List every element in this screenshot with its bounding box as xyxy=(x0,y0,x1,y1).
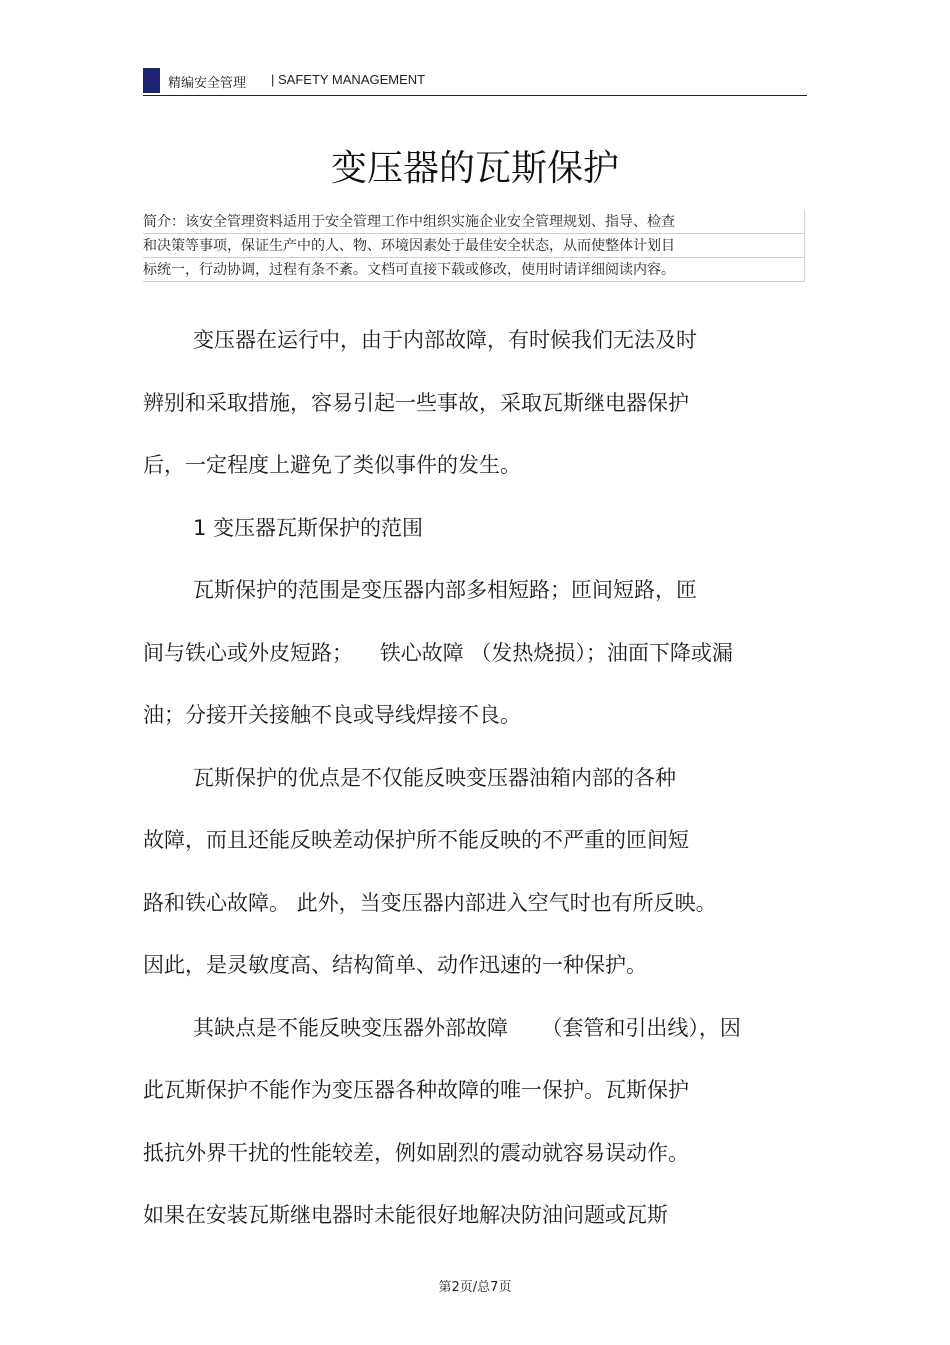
body-line: 如果在安装瓦斯继电器时未能很好地解决防油问题或瓦斯 xyxy=(143,1203,668,1227)
body-line: 瓦斯保护的范围是变压器内部多相短路；匝间短路，匝 xyxy=(193,578,697,602)
page-number: 第2页/总7页 xyxy=(438,1280,512,1295)
logo-icon xyxy=(143,68,160,93)
intro-line: 和决策等事项，保证生产中的人、物、环境因素处于最佳安全状态，从而使整体计划目 xyxy=(143,234,805,258)
document-body xyxy=(143,309,813,1247)
document-title: 变压器的瓦斯保护 xyxy=(330,148,619,189)
header-title-cn: 精编安全管理 xyxy=(168,76,247,91)
body-line: 油；分接开关接触不良或导线焊接不良。 xyxy=(143,703,521,727)
body-line: 变压器在运行中，由于内部故障，有时候我们无法及时 xyxy=(193,328,697,352)
intro-line: 简介：该安全管理资料适用于安全管理工作中组织实施企业安全管理规划、指导、检查 xyxy=(143,210,805,234)
body-line: 其缺点是不能反映变压器外部故障 （套管和引出线），因 xyxy=(193,1015,741,1040)
page-header xyxy=(143,66,807,96)
intro-box xyxy=(143,210,805,282)
body-line: 瓦斯保护的优点是不仅能反映变压器油箱内部的各种 xyxy=(193,765,676,790)
body-line: 辨别和采取措施，容易引起一些事故，采取瓦斯继电器保护 xyxy=(143,390,689,415)
body-line: 因此，是灵敏度高、结构简单、动作迅速的一种保护。 xyxy=(143,953,647,977)
intro-line: 标统一，行动协调，过程有条不紊。文档可直接下载或修改，使用时请详细阅读内容。 xyxy=(143,258,805,282)
body-line: 路和铁心故障。 此外，当变压器内部进入空气时也有所反映。 xyxy=(143,890,717,915)
body-line: 抵抗外界干扰的性能较差，例如剧烈的震动就容易误动作。 xyxy=(143,1140,689,1165)
header-title-en: | SAFETY MANAGEMENT xyxy=(271,72,426,87)
section-heading: 1 变压器瓦斯保护的范围 xyxy=(193,515,424,540)
body-line: 后，一定程度上避免了类似事件的发生。 xyxy=(143,453,521,477)
body-line: 间与铁心或外皮短路； 铁心故障 （发热烧损）；油面下降或漏 xyxy=(143,640,733,665)
body-line: 故障，而且还能反映差动保护所不能反映的不严重的匝间短 xyxy=(143,828,689,852)
body-line: 此瓦斯保护不能作为变压器各种故障的唯一保护。瓦斯保护 xyxy=(143,1078,689,1102)
